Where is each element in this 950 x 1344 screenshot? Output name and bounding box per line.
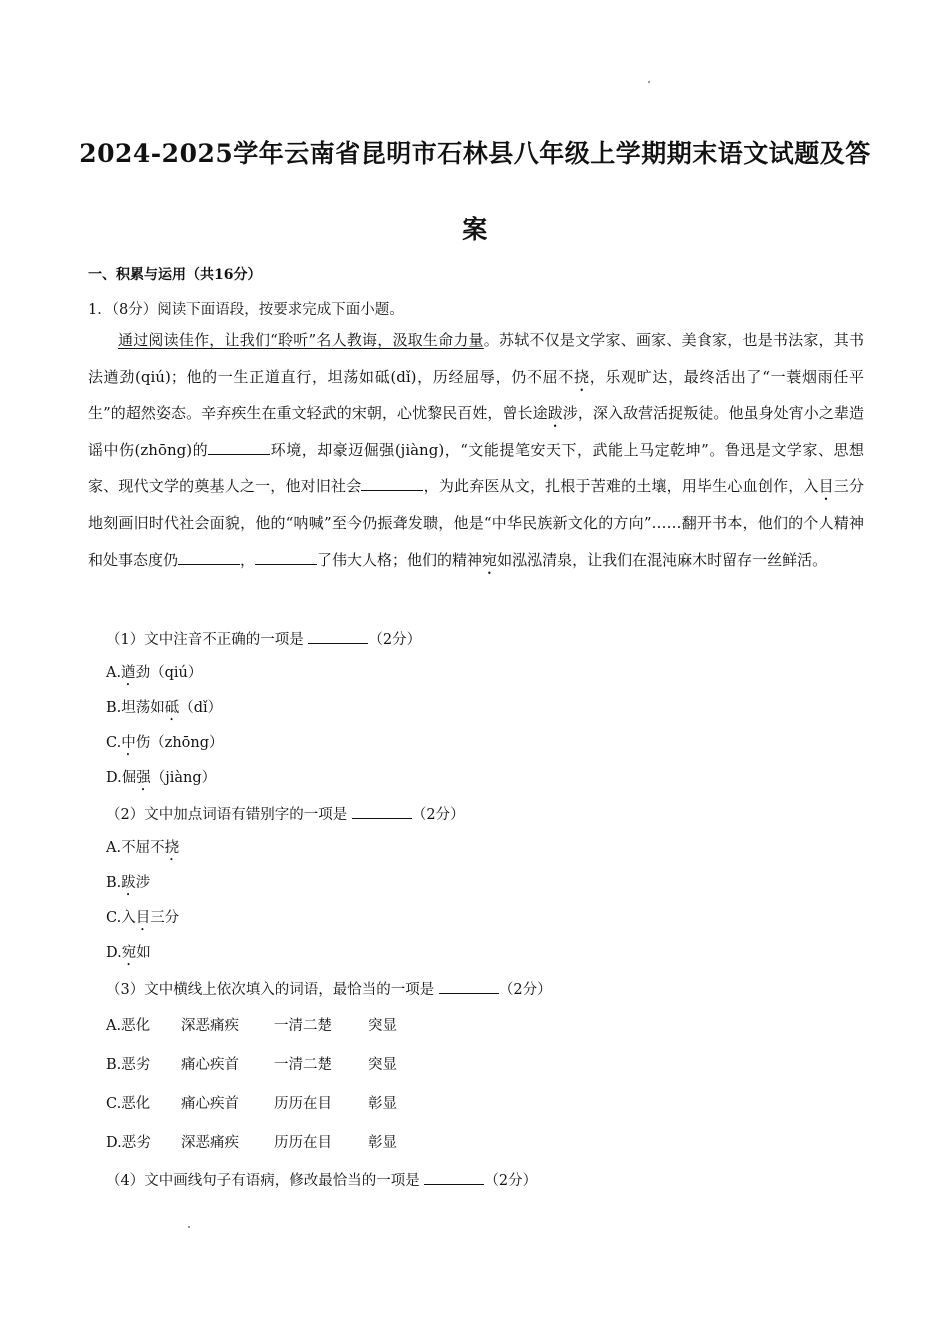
underlined-sentence: 通过阅读佳作，让我们“聆听”名人教诲，汲取生命力量 bbox=[118, 331, 484, 349]
dotted-char: 中 bbox=[121, 735, 136, 751]
score-label: （2分） bbox=[368, 632, 422, 648]
scan-dot-bottom bbox=[188, 1226, 190, 1228]
subquestion-stem: （2）文中加点词语有错别字的一项是 bbox=[106, 807, 348, 823]
passage-text: 三分地刻画旧时代社会面貌，他的“呐喊”至今仍振聋发聩，他是“中华民族新文化的方向”……翻开书本，他们的个人精神和处事态度仍 bbox=[88, 477, 864, 569]
section-heading: 一、积累与运用（共16分） bbox=[88, 267, 262, 283]
subquestion-3 bbox=[106, 978, 552, 999]
passage-text: ，为此弃医从文，扎根于苦难的土壤，用毕生心血创作，入 bbox=[423, 477, 819, 496]
option-2b: B.跋涉 bbox=[106, 875, 151, 891]
dotted-char: 砥 bbox=[164, 700, 180, 716]
option-1a: A.遒劲（qiú） bbox=[106, 665, 203, 681]
document-title-line2: 案 bbox=[462, 215, 488, 244]
dotted-char: 宛 bbox=[121, 945, 137, 961]
passage-text: ， bbox=[240, 550, 256, 569]
answer-blank bbox=[439, 979, 499, 994]
passage-text: ，乐观旷达，最终活出了“一蓑烟雨任平生”的超然姿态。辛弃疾生在重文轻武的宋朝，心忧黎民百姓，曾长途 bbox=[88, 367, 864, 423]
dotted-char: 目 bbox=[135, 910, 151, 926]
fill-blank-4 bbox=[255, 550, 317, 565]
option-3c: C.恶化 痛心疾首 历历在目 彰显 bbox=[106, 1096, 397, 1112]
option-1c: C.中伤（zhōng） bbox=[106, 735, 224, 751]
dotted-char: 挠 bbox=[164, 840, 180, 856]
dotted-char: 跋 bbox=[547, 404, 563, 423]
passage-text: 了伟大人格；他们的精神 bbox=[317, 550, 483, 569]
option-1b: B.坦荡如砥（dǐ） bbox=[106, 700, 223, 716]
subquestion-stem: （1）文中注音不正确的一项是 bbox=[106, 632, 304, 648]
option-2a: A.不屈不挠 bbox=[106, 840, 180, 856]
dotted-char: 挠 bbox=[574, 367, 590, 386]
subquestion-1 bbox=[106, 628, 421, 649]
subquestion-2 bbox=[106, 803, 465, 824]
answer-blank bbox=[424, 1170, 484, 1185]
score-label: （2分） bbox=[411, 807, 465, 823]
answer-blank bbox=[308, 629, 368, 644]
fill-blank-2 bbox=[361, 476, 423, 491]
dotted-char: 宛 bbox=[482, 550, 498, 569]
answer-blank bbox=[352, 804, 412, 819]
scan-dot-top bbox=[648, 81, 650, 83]
dotted-char: 目 bbox=[818, 477, 834, 496]
subquestion-stem: （4）文中画线句子有语病，修改最恰当的一项是 bbox=[106, 1173, 420, 1189]
option-2c: C.入目三分 bbox=[106, 910, 180, 926]
option-3d: D.恶劣 深恶痛疾 历历在目 彰显 bbox=[106, 1135, 397, 1151]
reading-passage bbox=[88, 322, 864, 578]
subquestion-4 bbox=[106, 1169, 537, 1190]
option-1d: D.倔强（jiàng） bbox=[106, 770, 217, 786]
subquestion-stem: （3）文中横线上依次填入的词语，最恰当的一项是 bbox=[106, 982, 435, 998]
dotted-char: 跋 bbox=[121, 875, 136, 891]
passage-text: 。苏轼不仅是文学家、画家、美食家，也是书法家，其书法遒劲(qiú)；他的一生正道直行，坦荡如砥(dǐ)，历经屈辱，仍不屈不 bbox=[88, 331, 864, 386]
question-1-stem: 1．（8分）阅读下面语段，按要求完成下面小题。 bbox=[88, 302, 404, 318]
score-label: （2分） bbox=[498, 982, 552, 998]
dotted-char: 遒 bbox=[121, 665, 136, 681]
option-3b: B.恶劣 痛心疾首 一清二楚 突显 bbox=[106, 1057, 397, 1073]
score-label: （2分） bbox=[484, 1173, 538, 1189]
fill-blank-1 bbox=[208, 440, 270, 455]
passage-text: 如泓泓清泉，让我们在混沌麻木时留存一丝鲜活。 bbox=[497, 550, 828, 569]
option-3a: A.恶化 深恶痛疾 一清二楚 突显 bbox=[106, 1018, 397, 1034]
option-2d: D.宛如 bbox=[106, 945, 151, 961]
passage-text: 环境，却豪迈倔强(jiàng)，“文能提笔安天下，武能上马定乾坤”。鲁迅是文学家、思想家、现代文学的奠基人之一，他对旧社会 bbox=[88, 440, 865, 496]
dotted-char: 强 bbox=[136, 770, 151, 786]
document-title-line1: 2024-2025学年云南省昆明市石林县八年级上学期期末语文试题及答 bbox=[79, 139, 871, 168]
fill-blank-3 bbox=[178, 550, 240, 565]
passage-text: 涉，深入敌营活捉叛徒。他虽身处宵小之辈造谣中伤(zhōng)的 bbox=[88, 404, 864, 459]
